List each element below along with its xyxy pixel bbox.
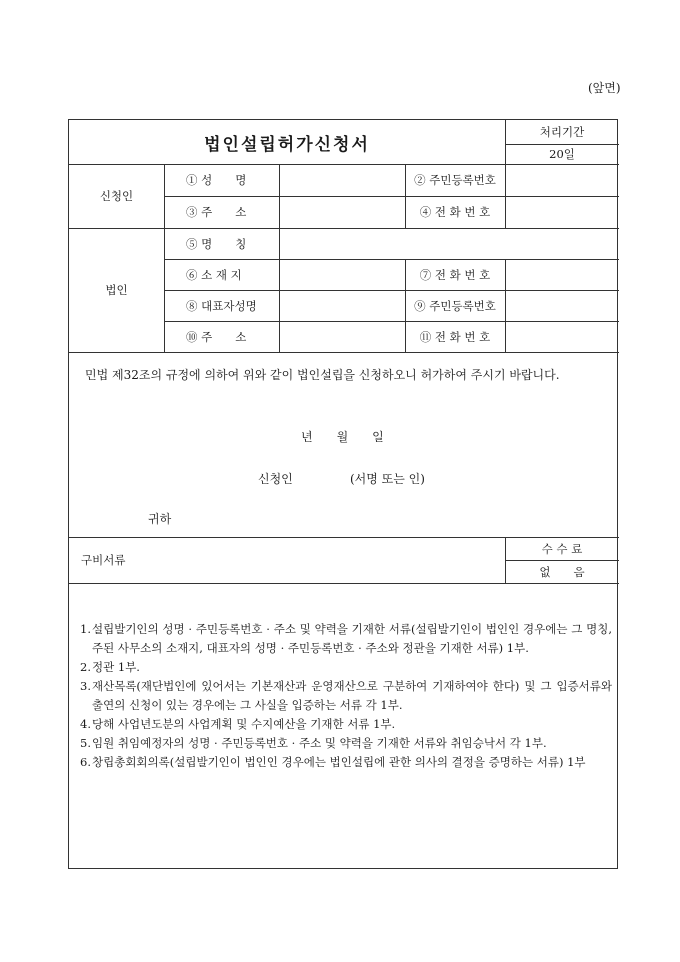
applicant-name-field[interactable]: [279, 164, 405, 196]
required-documents-list: [80, 620, 612, 772]
list-item: [80, 753, 612, 772]
signature-hint: (서명 또는 인): [350, 472, 425, 486]
list-item: [80, 658, 612, 677]
processing-period-value: 20일: [549, 147, 575, 161]
item-text: 정관 1부.: [92, 660, 140, 674]
representative-phone-label: ⑪ 전 화 번 호: [419, 329, 491, 344]
item-number: 2.: [80, 660, 91, 674]
application-form: [68, 119, 618, 869]
item-number: 5.: [80, 736, 91, 750]
fee-label: 수 수 료: [541, 541, 583, 556]
list-item: [80, 677, 612, 715]
item-number: 3.: [80, 679, 91, 693]
form-title: 법인설립허가신청서: [204, 134, 370, 155]
application-date: 년 월 일: [301, 430, 384, 444]
applicant-phone-field[interactable]: [505, 196, 619, 228]
applicant-rrn-field[interactable]: [505, 164, 619, 196]
signer-label: 신청인: [258, 472, 293, 486]
representative-rrn-field[interactable]: [505, 290, 619, 321]
item-text: 설립발기인의 성명 · 주민등록번호 · 주소 및 약력을 기재한 서류(설립발기인이 법인인 경우에는 그 명칭, 주된 사무소의 소재지, 대표자의 성명 · 주민등록번호 · 주소와 정관을 기재한 서류) 1부.: [92, 622, 612, 655]
applicant-name-label: ① 성 명: [186, 173, 247, 187]
applicant-rrn-label: ② 주민등록번호: [414, 173, 496, 187]
divider: [69, 352, 619, 353]
addressee-label: 귀하: [148, 512, 172, 526]
item-text: 임원 취임예정자의 성명 · 주민등록번호 · 주소 및 약력을 기재한 서류와 취임승낙서 각 1부.: [92, 736, 547, 750]
declaration-text: [73, 366, 615, 385]
applicant-section-label: 신청인: [99, 189, 134, 203]
corporation-location-label: ⑥ 소 재 지: [186, 267, 242, 282]
required-documents-label: 구비서류: [81, 553, 126, 567]
item-text: 창립총회회의록(설립발기인이 법인인 경우에는 법인설립에 관한 의사의 결정을 증명하는 서류) 1부: [92, 755, 586, 769]
representative-address-label: ⑩ 주 소: [186, 329, 247, 344]
divider: [69, 583, 619, 584]
list-item: [80, 620, 612, 658]
item-number: 1.: [80, 622, 91, 636]
applicant-phone-label: ④ 전 화 번 호: [419, 205, 491, 219]
page-side-label: (앞면): [588, 81, 621, 95]
representative-name-field[interactable]: [279, 290, 405, 321]
representative-phone-field[interactable]: [505, 321, 619, 352]
representative-rrn-label: ⑨ 주민등록번호: [414, 298, 496, 313]
corporation-name-field[interactable]: [279, 228, 619, 259]
corporation-phone-field[interactable]: [505, 259, 619, 290]
fee-value: 없 음: [539, 564, 585, 579]
representative-name-label: ⑧ 대표자성명: [186, 298, 257, 313]
processing-period-label: 처리기간: [539, 125, 585, 139]
applicant-address-field[interactable]: [279, 196, 405, 228]
item-number: 4.: [80, 717, 91, 731]
declaration-sentence: 민법 제32조의 규정에 의하여 위와 같이 법인설립을 신청하오니 허가하여 주시기 바랍니다.: [85, 368, 560, 382]
list-item: [80, 715, 612, 734]
corporation-phone-label: ⑦ 전 화 번 호: [419, 267, 491, 282]
representative-address-field[interactable]: [279, 321, 405, 352]
item-text: 재산목록(재단법인에 있어서는 기본재산과 운영재산으로 구분하여 기재하여야 한다) 및 그 입증서류와 출연의 신청이 있는 경우에는 그 사실을 입증하는 서류 각 1부.: [92, 679, 612, 712]
item-number: 6.: [80, 755, 91, 769]
corporation-section-label: 법인: [105, 283, 128, 297]
list-item: [80, 734, 612, 753]
corporation-name-label: ⑤ 명 칭: [186, 236, 247, 251]
item-text: 당해 사업년도분의 사업계획 및 수지예산을 기재한 서류 1부.: [92, 717, 396, 731]
applicant-address-label: ③ 주 소: [186, 205, 247, 219]
corporation-location-field[interactable]: [279, 259, 405, 290]
